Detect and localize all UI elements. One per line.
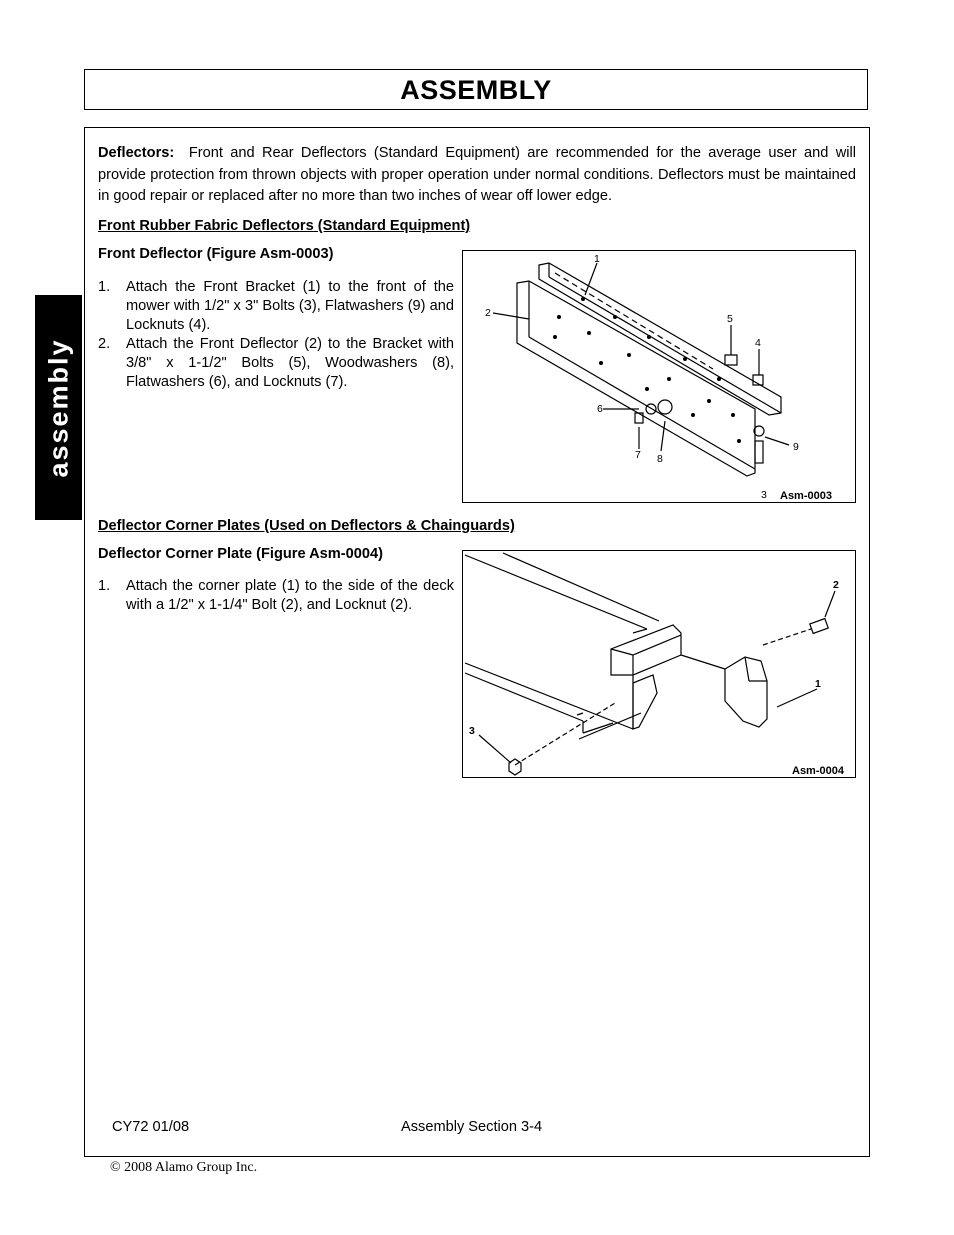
- front-deflector-drawing: [463, 251, 857, 504]
- section-side-tab: [35, 295, 82, 520]
- figure-label: Asm-0003: [780, 490, 832, 502]
- intro-text: Front and Rear Deflectors (Standard Equipment) are recommended for the average user and will provide protection from thrown objects with proper operation under normal conditions. Deflectors must be maintained in good repair or replaced after no more than two inches of wear off lower edge.: [98, 145, 857, 204]
- callout-1: 1: [594, 253, 600, 265]
- section2-subheading: Deflector Corner Plate (Figure Asm-0004): [98, 546, 383, 562]
- callout-4: 4: [755, 337, 761, 349]
- callout-8: 8: [657, 453, 663, 465]
- section1-heading: Front Rubber Fabric Deflectors (Standard Equipment): [98, 218, 471, 234]
- section1-subheading: Front Deflector (Figure Asm-0003): [98, 246, 334, 262]
- side-tab-label: assembly: [43, 337, 73, 478]
- section2-steps: [98, 577, 454, 615]
- section2-heading: Deflector Corner Plates (Used on Deflectors & Chainguards): [98, 518, 515, 534]
- intro-lead: Deflectors:: [98, 145, 175, 161]
- list-item: [98, 278, 454, 335]
- step-number: 2.: [98, 336, 111, 352]
- callout-5: 5: [727, 313, 733, 325]
- footer-section: Assembly Section 3-4: [401, 1119, 543, 1135]
- figure-asm-0003: [462, 250, 856, 503]
- copyright: © 2008 Alamo Group Inc.: [110, 1160, 258, 1175]
- callout-1: 1: [815, 678, 821, 690]
- list-item: [98, 335, 454, 392]
- page-header: [84, 69, 868, 110]
- callout-3: 3: [469, 725, 475, 737]
- step-text: Attach the Front Deflector (2) to the Bracket with 3/8" x 1-1/2" Bolts (5), Woodwashers (8), Flatwashers (6), and Locknuts (7).: [126, 336, 454, 390]
- figure-asm-0004: [462, 550, 856, 778]
- step-text: Attach the Front Bracket (1) to the front of the mower with 1/2" x 3" Bolts (3), Flatwashers (9) and Locknuts (4).: [126, 279, 454, 333]
- intro-paragraph: [98, 143, 856, 208]
- callout-2: 2: [833, 579, 839, 591]
- list-item: [98, 577, 454, 615]
- callout-2: 2: [485, 307, 491, 319]
- section1-steps: [98, 278, 454, 392]
- callout-3: 3: [761, 489, 767, 501]
- footer-model: CY72 01/08: [112, 1119, 190, 1135]
- step-text: Attach the corner plate (1) to the side of the deck with a 1/2" x 1-1/4" Bolt (2), and Locknut (2).: [126, 578, 454, 613]
- figure-label: Asm-0004: [792, 765, 844, 777]
- callout-7: 7: [635, 449, 641, 461]
- step-number: 1.: [98, 578, 111, 594]
- callout-9: 9: [793, 441, 799, 453]
- step-number: 1.: [98, 279, 111, 295]
- corner-plate-drawing: [463, 551, 857, 779]
- callout-6: 6: [597, 403, 603, 415]
- page-title: ASSEMBLY: [400, 75, 552, 105]
